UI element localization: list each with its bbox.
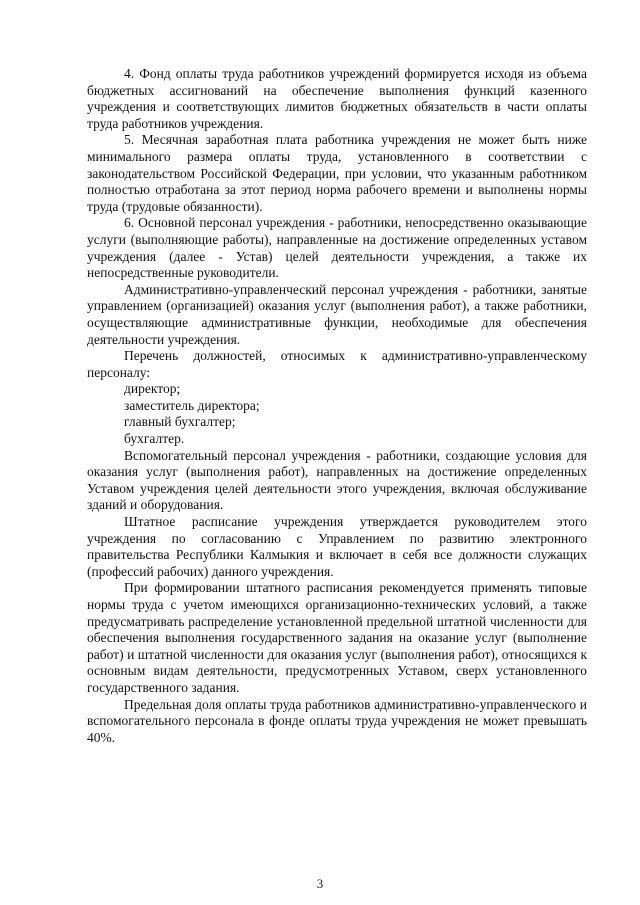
page-number: 3 (316, 876, 324, 891)
paragraph-wage-fund: 4. Фонд оплаты труда работников учреждений формируется исходя из объема бюджетных ассигнований на обеспечение выполнения функций казенного учреждения и соответствующих лимитов бюджетных обязательств в части оплаты труда работников учреждения. (87, 66, 587, 131)
paragraph-wage-share-limit: Предельная доля оплаты труда работников административно-управленческого и вспомогательного персонала в фонде оплаты труда учреждения не может превышать 40%. (87, 696, 587, 745)
list-item-accountant: бухгалтер. (124, 431, 185, 447)
list-item-deputy-director: заместитель директора; (124, 397, 260, 413)
paragraph-staff-schedule: Штатное расписание учреждения утверждается руководителем этого учреждения по согласованию с Управлением по развитию электронного правительства Республики Калмыкия и включает в себя все должности служащих (профессий рабочих) данного учреждения. (87, 514, 587, 579)
paragraph-staff-schedule-norms: При формировании штатного расписания рекомендуется применять типовые нормы труда с учетом имеющихся организационно-технических условий, а также предусматривать распределение установленной предельной штатной численности для обеспечения выполнения государственного задания на оказание услуг (выполнение работ) и штатной численности для оказания услуг (выполнения работ), относящихся к основным видам деятельности, предусмотренных Уставом, сверх установленного государственного задания. (87, 580, 587, 695)
document-body (87, 66, 587, 746)
paragraph-monthly-salary: 5. Месячная заработная плата работника учреждения не может быть ниже минимального размера оплаты труда, установленного в соответствии с законодательством Российской Федерации, при условии, что указанным работником полностью отработана за этот период норма рабочего времени и выполнены нормы труда (трудовые обязанности). (87, 132, 587, 214)
paragraph-admin-list-intro: Перечень должностей, относимых к административно-управленческому персоналу: (87, 348, 587, 380)
paragraph-support-staff: Вспомогательный персонал учреждения - работники, создающие условия для оказания услуг (выполнения работ), направленных на достижение определенных Уставом учреждения целей деятельности этого учреждения, включая обслуживание зданий и оборудования. (87, 447, 587, 513)
paragraph-main-staff: 6. Основной персонал учреждения - работники, непосредственно оказывающие услуги (выполняющие работы), направленные на достижение определенных уставом учреждения (далее - Устав) целей деятельности учреждения, а также их непосредственные руководители. (87, 215, 587, 281)
paragraph-admin-staff: Административно-управленческий персонал учреждения - работники, занятые управлением (организацией) оказания услуг (выполнения работ), а также работники, осуществляющие административные функции, необходимые для обеспечения деятельности учреждения. (87, 281, 587, 347)
list-item-director: директор; (124, 381, 181, 397)
list-item-chief-accountant: главный бухгалтер; (124, 414, 236, 430)
